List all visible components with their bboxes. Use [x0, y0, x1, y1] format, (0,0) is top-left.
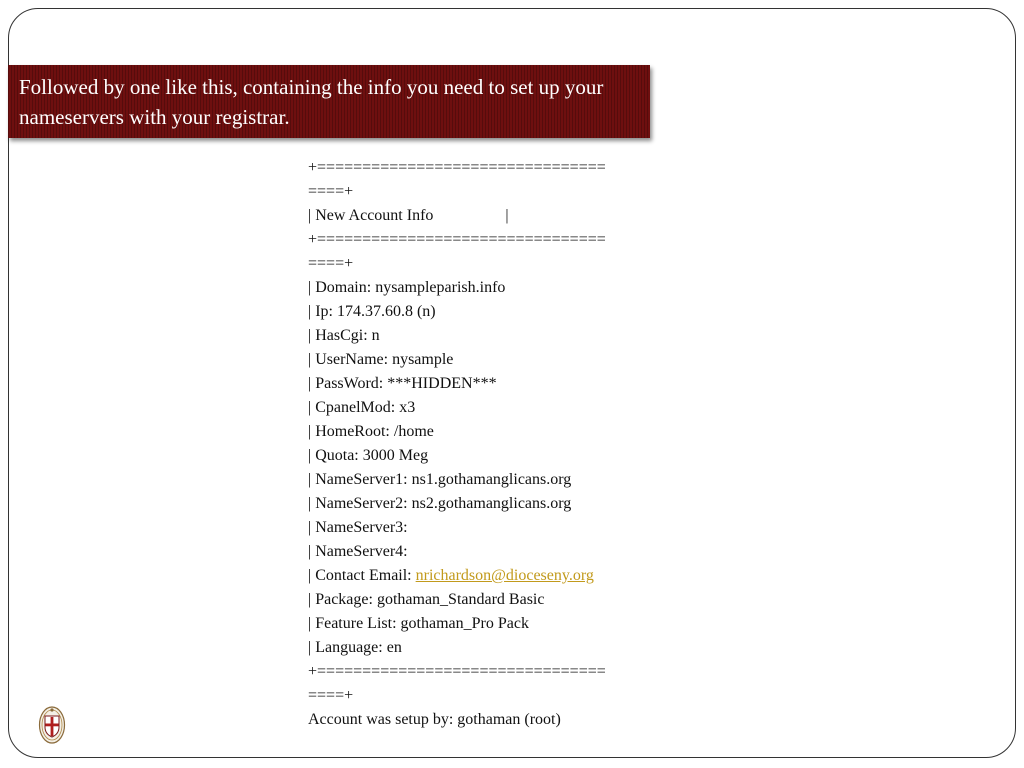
language-line: | Language: en — [308, 639, 402, 656]
password-line: | PassWord: ***HIDDEN*** — [308, 375, 497, 392]
domain-line: | Domain: nysampleparish.info — [308, 279, 506, 296]
table-border-line: ====+ — [308, 183, 354, 200]
username-line: | UserName: nysample — [308, 351, 454, 368]
contact-email-label: | Contact Email: — [308, 567, 416, 584]
table-header: | New Account Info | — [308, 207, 509, 224]
homeroot-line: | HomeRoot: /home — [308, 423, 434, 440]
package-line: | Package: gothaman_Standard Basic — [308, 591, 545, 608]
hascgi-line: | HasCgi: n — [308, 327, 380, 344]
slide-title: Followed by one like this, containing the info you need to set up your nameservers with your registrar. — [8, 65, 650, 138]
table-border-line: +================================ — [308, 231, 606, 248]
table-border-line: ====+ — [308, 687, 354, 704]
setup-by-line: Account was setup by: gothaman (root) — [308, 711, 561, 728]
cpanelmod-line: | CpanelMod: x3 — [308, 399, 416, 416]
account-info-block — [308, 156, 748, 732]
table-border-line: +================================ — [308, 663, 606, 680]
feature-list-line: | Feature List: gothaman_Pro Pack — [308, 615, 529, 632]
table-border-line: +================================ — [308, 159, 606, 176]
nameserver4-line: | NameServer4: — [308, 543, 408, 560]
diocesan-shield-icon — [38, 705, 66, 745]
contact-email-line — [308, 564, 748, 588]
ip-line: | Ip: 174.37.60.8 (n) — [308, 303, 436, 320]
nameserver3-line: | NameServer3: — [308, 519, 408, 536]
quota-line: | Quota: 3000 Meg — [308, 447, 429, 464]
nameserver1-line: | NameServer1: ns1.gothamanglicans.org — [308, 471, 572, 488]
table-border-line: ====+ — [308, 255, 354, 272]
contact-email-link[interactable]: nrichardson@dioceseny.org — [415, 567, 594, 584]
nameserver2-line: | NameServer2: ns2.gothamanglicans.org — [308, 495, 572, 512]
